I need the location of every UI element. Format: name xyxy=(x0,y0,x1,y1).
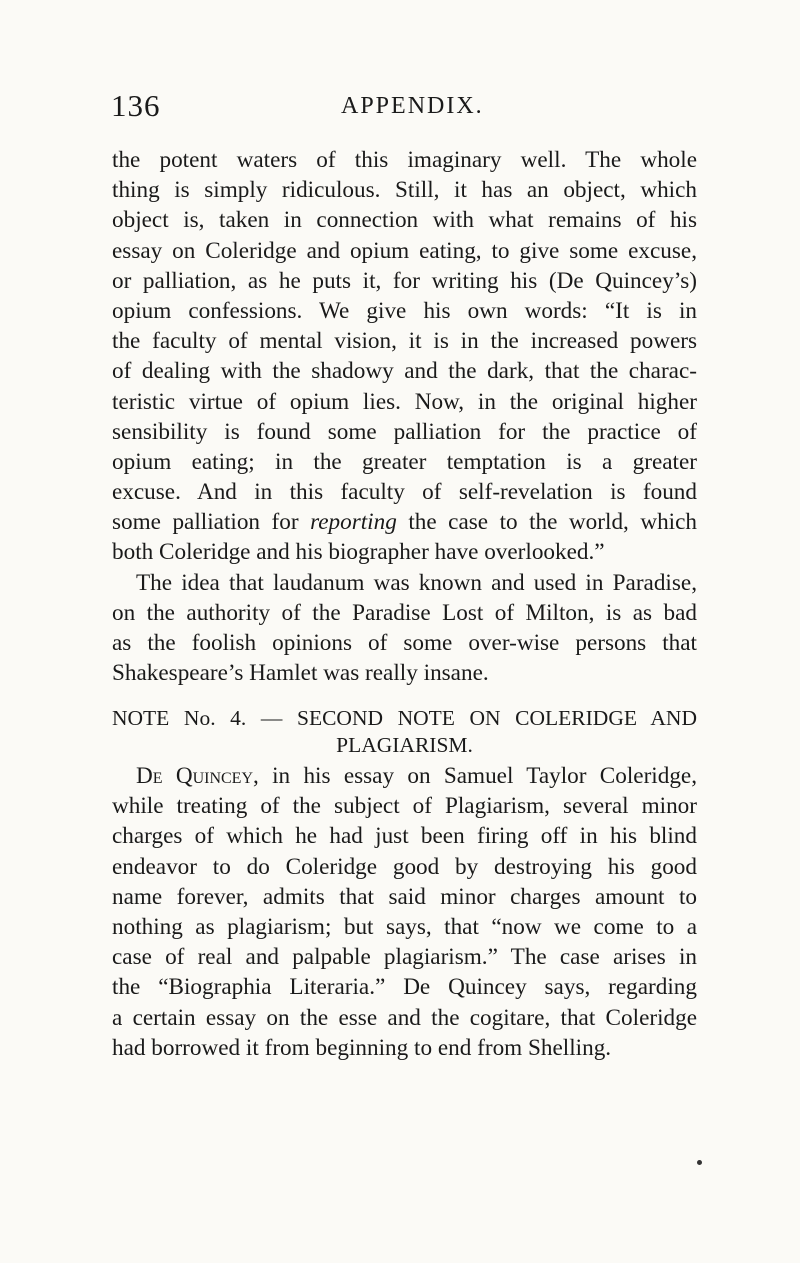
paragraph-line: sensibility is found some palliation for the practice of xyxy=(112,418,697,445)
paragraph-line: endeavor to do Coleridge good by destroying his good xyxy=(112,853,697,880)
paragraph-line: charges of which he had just been firing off in his blind xyxy=(112,823,697,850)
paragraph-line: nothing as plagiarism; but says, that “now we come to a xyxy=(112,913,697,940)
paragraph-line: a certain essay on the esse and the cogitare, that Coleridge xyxy=(112,1004,697,1031)
note-heading-line: NOTE No. 4. — SECOND NOTE ON COLERIDGE AND xyxy=(112,706,697,730)
paragraph-line: of dealing with the shadowy and the dark, that the charac- xyxy=(112,358,697,385)
running-head: APPENDIX. xyxy=(341,93,484,119)
line-text: some palliation for xyxy=(112,509,311,536)
paragraph-2-line: Shakespeare’s Hamlet was really insane. xyxy=(112,660,489,687)
italic-word: reporting xyxy=(310,509,397,536)
paragraph-line xyxy=(112,507,697,537)
line-text: the case to the world, which xyxy=(396,509,697,536)
paragraph-line: teristic virtue of opium lies. Now, in the original higher xyxy=(112,388,697,415)
line-text: , in his essay on Samuel Taylor Coleridge, xyxy=(253,763,698,789)
paragraph-line: had borrowed it from beginning to end from Shelling. xyxy=(112,1034,612,1061)
paragraph-line: opium confessions. We give his own words: “It is in xyxy=(112,297,697,324)
page-number: 136 xyxy=(111,88,161,123)
paragraph-line: case of real and palpable plagiarism.” The case arises in xyxy=(112,944,697,971)
paragraph-2-line: on the authority of the Paradise Lost of Milton, is as bad xyxy=(112,599,697,626)
paragraph-3 xyxy=(112,761,697,1063)
note-heading xyxy=(112,703,697,760)
page-header xyxy=(112,88,697,128)
paragraph-line xyxy=(112,761,697,791)
paragraph-line: while treating of the subject of Plagiarism, several minor xyxy=(112,793,697,820)
paragraph-line: thing is simply ridiculous. Still, it has an object, which xyxy=(112,177,697,204)
note-heading-line: PLAGIARISM. xyxy=(336,733,473,758)
paragraph-2-line: The idea that laudanum was known and used in Paradise, xyxy=(136,569,697,596)
paragraph-2-line: as the foolish opinions of some over-wise persons that xyxy=(112,630,697,656)
author-name: De Quincey xyxy=(136,763,254,789)
paragraph-line: the faculty of mental vision, it is in the increased powers xyxy=(112,328,697,355)
paragraph-line: the potent waters of this imaginary well. The whole xyxy=(112,147,697,173)
paragraph-line: name forever, admits that said minor charges amount to xyxy=(112,883,697,910)
paragraph-line: essay on Coleridge and opium eating, to give some excuse, xyxy=(112,237,697,264)
paragraph-1 xyxy=(112,145,697,688)
paragraph-line: both Coleridge and his biographer have overlooked.” xyxy=(112,539,605,566)
paragraph-line: the “Biographia Literaria.” De Quincey says, regarding xyxy=(112,974,697,1001)
paragraph-line: excuse. And in this faculty of self-revelation is found xyxy=(112,479,697,506)
paragraph-line: opium eating; in the greater temptation is a greater xyxy=(112,448,697,475)
ink-speck xyxy=(697,1160,702,1165)
paragraph-line: or palliation, as he puts it, for writing his (De Quincey’s) xyxy=(112,267,697,294)
paragraph-line: object is, taken in connection with what remains of his xyxy=(112,207,697,234)
